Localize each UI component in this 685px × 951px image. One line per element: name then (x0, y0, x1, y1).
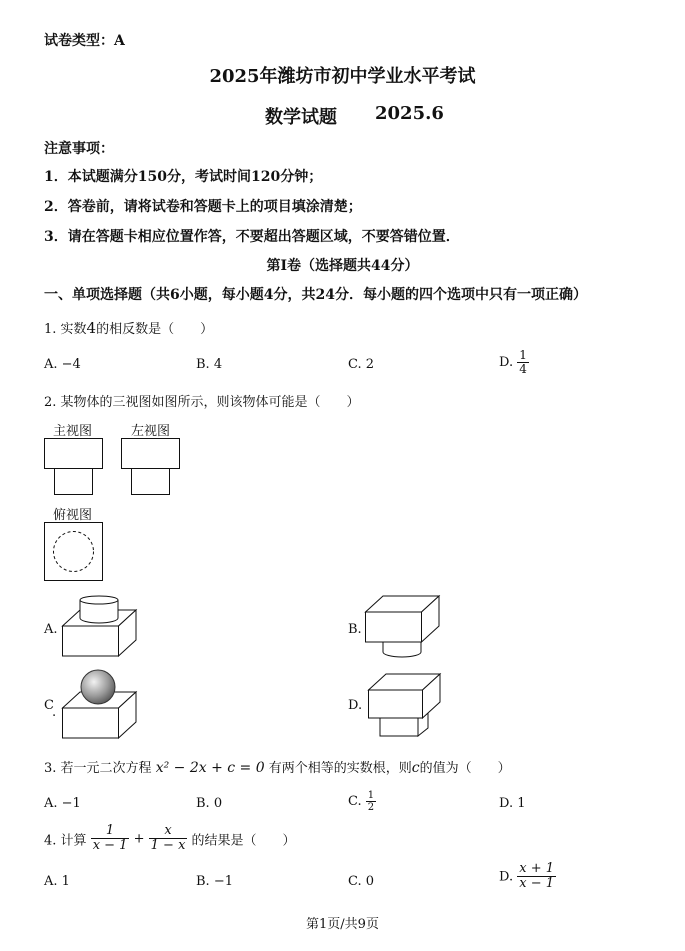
notice-heading: 注意事项： (44, 141, 114, 157)
volume-heading: 第I卷（选择题共44分） (266, 258, 419, 274)
option-b-box-on-cylinder-figure (365, 594, 445, 660)
equation: x² − 2x + c = 0 (155, 760, 265, 776)
question-1-stem: 1. 实数4的相反数是（ ） (44, 319, 214, 337)
option-d[interactable]: D. $\frac{x + 1}{x - 1}$ (499, 861, 554, 892)
option-c[interactable]: C. $\frac{1}{2}$ (348, 790, 375, 813)
left-view-label: 左视图 (131, 424, 171, 439)
top-view-label: 俯视图 (53, 508, 93, 523)
exam-subtitle: 数学试题 (265, 107, 337, 128)
exam-date: 2025.6 (375, 103, 444, 124)
question-2-stem: 2. 某物体的三视图如图所示，则该物体可能是（ ） (44, 395, 360, 410)
notice-item: 3．请在答题卡相应位置作答，不要超出答题区域，不要答错位置． (44, 229, 460, 245)
front-view-label: 主视图 (53, 424, 93, 439)
option-a[interactable]: A. (44, 622, 58, 637)
option-b[interactable]: B. −1 (196, 874, 233, 889)
notice-item: 1．本试题满分150分，考试时间120分钟； (44, 169, 323, 185)
option-b[interactable]: B. 4 (196, 357, 223, 372)
option-c[interactable]: C. 2 (348, 357, 375, 372)
front-view-figure (44, 438, 104, 496)
notice-item: 2．答卷前，请将试卷和答题卡上的项目填涂清楚； (44, 199, 362, 215)
question-4-stem: 4. 计算 $\frac{1}{x - 1}$ + $\frac{x}{1 - x}$ 的结果是（ ） (44, 823, 296, 854)
left-view-figure (121, 438, 181, 496)
section-heading: 一、单项选择题（共6小题，每小题4分，共24分．每小题的四个选项中只有一项正确） (44, 287, 587, 303)
option-a[interactable]: A. 1 (44, 874, 70, 889)
option-a-cylinder-on-box-figure (62, 596, 142, 658)
option-d-box-on-box-figure (368, 670, 448, 740)
option-a[interactable]: A. −1 (44, 796, 81, 811)
option-d[interactable]: D. $\frac{1}{4}$ (499, 348, 527, 377)
paper-type: 试卷类型：A (44, 33, 125, 49)
option-c[interactable]: C. 0 (348, 874, 375, 889)
top-view-figure (44, 522, 104, 582)
option-b[interactable]: B. 0 (196, 796, 223, 811)
page-footer: 第1页/共9页 (306, 917, 379, 932)
option-a[interactable]: A. −4 (44, 357, 81, 372)
option-d[interactable]: D. (348, 698, 363, 713)
option-c-sphere-on-box-figure (62, 668, 142, 740)
option-d[interactable]: D. 1 (499, 796, 526, 811)
exam-title: 2025年潍坊市初中学业水平考试 (209, 66, 476, 87)
option-b[interactable]: B. (348, 622, 362, 637)
question-3-stem: 3. 若一元二次方程 x² − 2x + c = 0 有两个相等的实数根，则c的值为（ ） (44, 760, 511, 776)
option-c[interactable]: C . (44, 698, 57, 720)
